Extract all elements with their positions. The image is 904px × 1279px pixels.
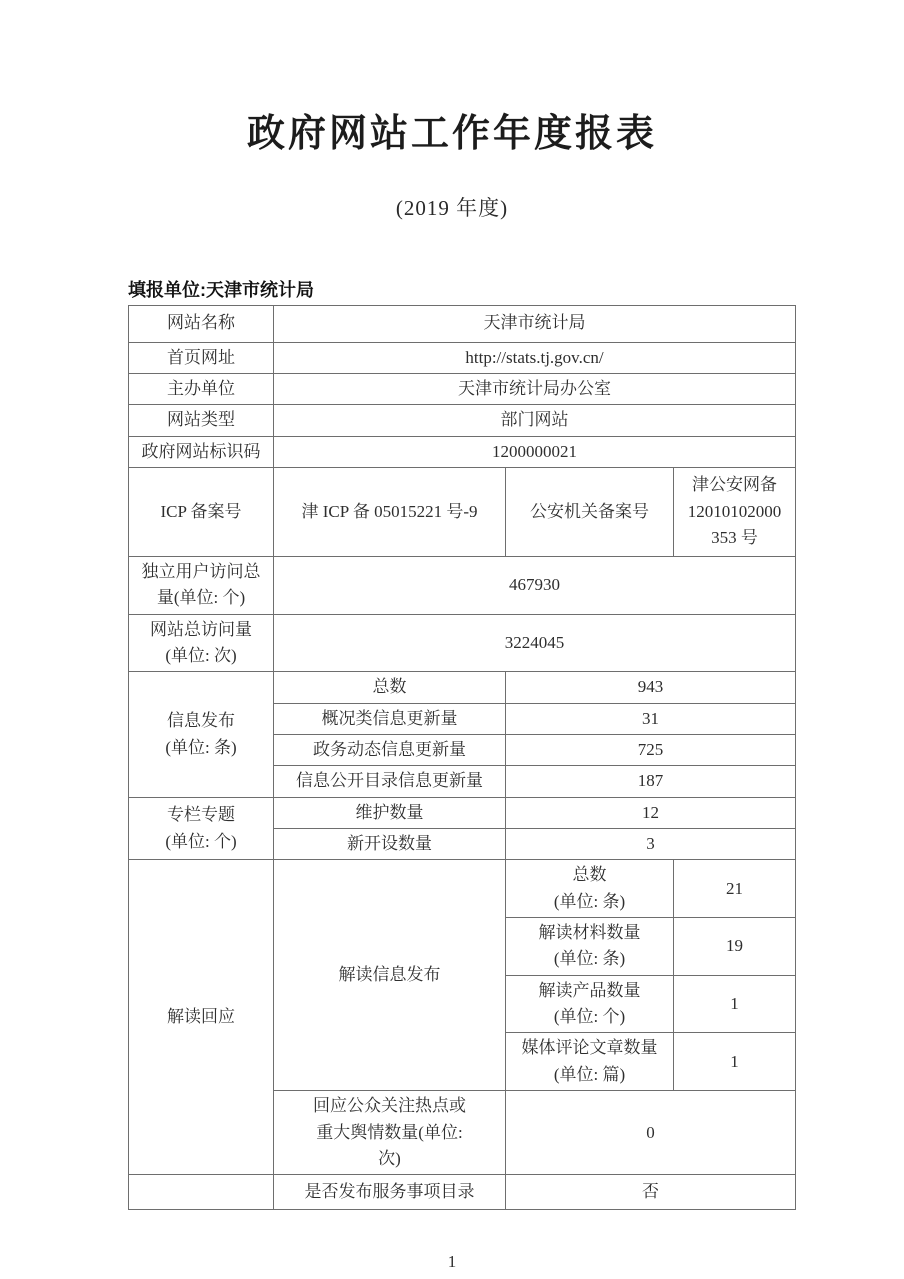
website-type-value: 部门网站 [274,405,796,436]
table-row [129,305,796,342]
table-row [129,342,796,373]
website-id-code-value: 1200000021 [274,436,796,467]
interpret-total-label: 总数 (单位: 条) [506,860,674,918]
interpret-total-value: 21 [674,860,796,918]
table-row [129,405,796,436]
interpret-publish-label: 解读信息发布 [274,860,506,1091]
newly-opened-count-label: 新开设数量 [274,829,506,860]
table-row [129,373,796,404]
table-row [129,614,796,672]
website-name-value: 天津市统计局 [274,305,796,342]
overview-update-label: 概况类信息更新量 [274,703,506,734]
page-number: 1 [447,1252,457,1272]
annual-report-table [128,305,796,1211]
table-row [129,436,796,467]
website-id-code-label: 政府网站标识码 [129,436,274,467]
gov-news-update-value: 725 [506,735,796,766]
total-visits-label: 网站总访问量 (单位: 次) [129,614,274,672]
table-row [129,467,796,556]
interpret-material-value: 19 [674,918,796,976]
hotspot-response-label: 回应公众关注热点或 重大舆情数量(单位: 次) [274,1091,506,1175]
newly-opened-count-value: 3 [506,829,796,860]
police-record-label: 公安机关备案号 [506,467,674,556]
homepage-url-value: http://stats.tj.gov.cn/ [274,342,796,373]
media-commentary-label: 媒体评论文章数量 (单位: 篇) [506,1033,674,1091]
maintained-count-value: 12 [506,797,796,828]
table-row [129,1175,796,1210]
info-publish-total-value: 943 [506,672,796,703]
overview-update-value: 31 [506,703,796,734]
unique-visitors-label: 独立用户访问总 量(单位: 个) [129,556,274,614]
homepage-url-label: 首页网址 [129,342,274,373]
interpret-product-label: 解读产品数量 (单位: 个) [506,975,674,1033]
interpret-response-group-label: 解读回应 [129,860,274,1175]
service-catalog-value: 否 [506,1175,796,1210]
disclosure-catalog-update-label: 信息公开目录信息更新量 [274,766,506,797]
disclosure-catalog-update-value: 187 [506,766,796,797]
media-commentary-value: 1 [674,1033,796,1091]
interpret-product-value: 1 [674,975,796,1033]
maintained-count-label: 维护数量 [274,797,506,828]
page-subtitle: (2019 年度) [395,195,509,220]
info-publish-total-label: 总数 [274,672,506,703]
interpret-material-label: 解读材料数量 (单位: 条) [506,918,674,976]
info-publish-group-label: 信息发布 (单位: 条) [129,672,274,797]
organizer-value: 天津市统计局办公室 [274,373,796,404]
table-row [129,797,796,828]
hotspot-response-value: 0 [506,1091,796,1175]
table-row [129,672,796,703]
icp-number-value: 津 ICP 备 05015221 号-9 [274,467,506,556]
gov-news-update-label: 政务动态信息更新量 [274,735,506,766]
empty-cell [129,1175,274,1210]
unique-visitors-value: 467930 [274,556,796,614]
reporting-unit-line: 填报单位:天津市统计局 [128,279,314,300]
page-title: 政府网站工作年度报表 [246,113,657,155]
table-row [129,556,796,614]
website-name-label: 网站名称 [129,305,274,342]
police-record-value: 津公安网备 12010102000 353 号 [674,467,796,556]
organizer-label: 主办单位 [129,373,274,404]
icp-number-label: ICP 备案号 [129,467,274,556]
table-row [129,860,796,918]
total-visits-value: 3224045 [274,614,796,672]
website-type-label: 网站类型 [129,405,274,436]
service-catalog-label: 是否发布服务事项目录 [274,1175,506,1210]
special-columns-group-label: 专栏专题 (单位: 个) [129,797,274,860]
